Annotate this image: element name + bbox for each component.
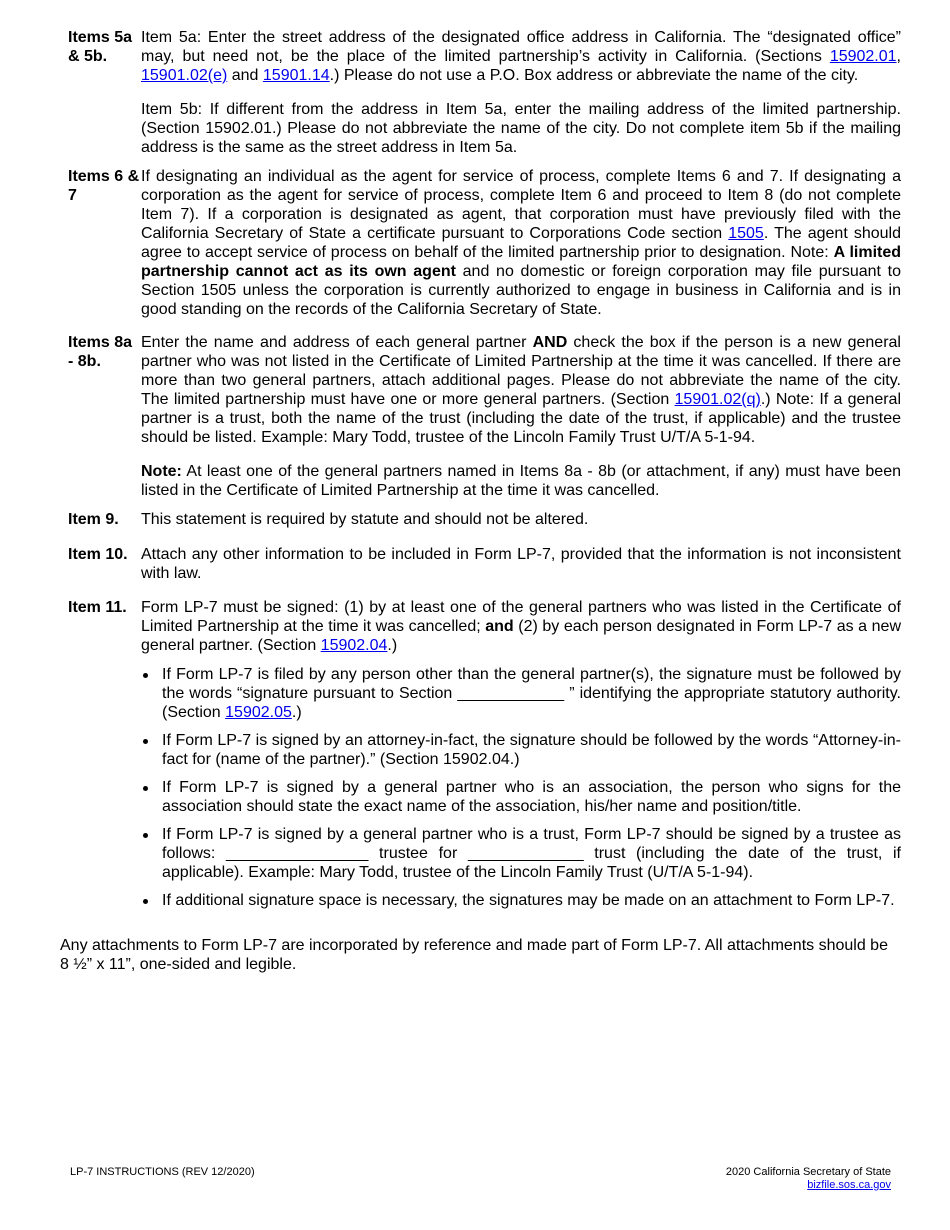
link-15902-01[interactable]: 15902.01	[829, 48, 897, 65]
link-15901-02q[interactable]: 15901.02(q)	[674, 391, 761, 408]
items-8-label: Items 8a - 8b.	[68, 334, 133, 370]
items-6-7-section	[68, 167, 901, 319]
item-9-text: This statement is required by statute and should not be altered.	[141, 511, 589, 528]
item-5b-paragraph: Item 5b: If different from the address in Item 5a, enter the mailing address of the limited partnership. (Section 15902.01.) Please do not abbreviate the name of the city. Do not complete item 5b if the mailing address is the same as the street address in Item 5a.	[141, 101, 901, 156]
items-8-text: Enter the name and address of each general partner AND check the box if the person is a new general partner who was not listed in the Certificate of Limited Partnership at the time it was cancelled. If there are more than two general partners, attach additional pages. Please do not abbreviate the name of the city. The limited partnership must have one or more general partners. (Section 15901.02(q).) Note: If a general partner is a trust, both the name of the trust (including the date of the trust, if applicable) and the trustee should be listed. Example: Mary Todd, trustee of the Lincoln Family Trust U/T/A 5-1-94. Note: At least one of the general partners named in Items 8a - 8b (or attachment, if any) must have been listed in the Certificate of Limited Partnership at the time it was cancelled.	[141, 334, 901, 499]
item-9-section	[68, 510, 901, 529]
list-item: If additional signature space is necessary, the signatures may be made on an attachment to Form LP-7.	[141, 891, 901, 910]
items-8-section	[68, 333, 901, 500]
items-8-note: Note: At least one of the general partners named in Items 8a - 8b (or attachment, if any) must have been listed in the Certificate of Limited Partnership at the time it was cancelled.	[141, 463, 901, 499]
list-item: If Form LP-7 is signed by a general partner who is a trust, Form LP-7 should be signed by a trustee as follows: ________________ trustee for _____________ trust (including the date of the trust, if applicable). Example: Mary Todd, trustee of the Lincoln Family Trust (U/T/A 5-1-94).	[141, 825, 901, 882]
item-11-section	[68, 598, 901, 919]
items-5-text	[141, 28, 901, 157]
items-5-label: Items 5a & 5b.	[68, 29, 133, 65]
items-5-section	[68, 28, 901, 157]
link-15902-05[interactable]: 15902.05	[225, 704, 292, 721]
item-10-text: Attach any other information to be included in Form LP-7, provided that the information is not inconsistent with law.	[141, 546, 901, 582]
footer-copyright-text: 2020 California Secretary of State	[725, 1166, 891, 1178]
link-15902-04[interactable]: 15902.04	[320, 637, 388, 654]
link-1505[interactable]: 1505	[728, 225, 764, 242]
closing-paragraph: Any attachments to Form LP-7 are incorporated by reference and made part of Form LP-7. All attachments should be 8 ½” x 11”, one-sided and legible.	[60, 937, 888, 973]
item-11-text: Form LP-7 must be signed: (1) by at least one of the general partners who was listed in the Certificate of Limited Partnership at the time it was cancelled; and (2) by each person designated in Form LP-7 as a new general partner. (Section 15902.04.) If Form LP-7 is filed by any person other than the general partner(s), the signature must be followed by the words “signature pursuant to Section ____________ ” identifying the appropriate statutory authority. (Section 15902.05.) If Form LP-7 is signed by an attorney-in-fact, the signature should be followed by the words “Attorney-in-fact for (name of the partner).” (Section 15902.04.) If Form LP-7 is signed by a general partner who is an association, the person who signs for the association should state the exact name of the association, his/her name and position/title. If Form LP-7 is signed by a general partner who is a trust, Form LP-7 should be signed by a trustee as follows: ________________ trustee for _____________ trust (including the date of the trust, if applicable). Example: Mary Todd, trustee of the Lincoln Family Trust (U/T/A 5-1-94). If additional signature space is necessary, the signatures may be made on an attachment to Form LP-7.	[141, 599, 901, 909]
footer-copyright	[726, 1166, 891, 1192]
item-5a-paragraph: Item 5a: Enter the street address of the designated office address in California. The “designated office” may, but need not, be the place of the limited partnership’s activity in California. (Sections 15902.01, 15901.02(e) and 15901.14.) Please do not use a P.O. Box address or abbreviate the name of the city.	[141, 29, 901, 84]
list-item: If Form LP-7 is filed by any person other than the general partner(s), the signature must be followed by the words “signature pursuant to Section ____________ ” identifying the appropriate statutory authority. (Section 15902.05.)	[141, 665, 901, 722]
list-item: If Form LP-7 is signed by an attorney-in-fact, the signature should be followed by the words “Attorney-in-fact for (name of the partner).” (Section 15902.04.)	[141, 731, 901, 769]
footer-bizfile-link[interactable]: bizfile.sos.ca.gov	[807, 1179, 891, 1191]
signature-bullet-list	[141, 665, 901, 910]
link-15901-14[interactable]: 15901.14	[262, 67, 330, 84]
footer-form-revision: LP-7 INSTRUCTIONS (REV 12/2020)	[70, 1166, 255, 1178]
item-11-label: Item 11.	[68, 599, 127, 616]
items-6-7-label: Items 6 & 7	[68, 168, 140, 204]
items-6-7-text: If designating an individual as the agent for service of process, complete Items 6 and 7. If designating a corporation as the agent for service of process, complete Item 6 and proceed to Item 8 (do not complete Item 7). If a corporation is designated as agent, that corporation must have previously filed with the California Secretary of State a certificate pursuant to Corporations Code section 1505. The agent should agree to accept service of process on behalf of the limited partnership prior to designation. Note: A limited partnership cannot act as its own agent and no domestic or foreign corporation may file pursuant to Section 1505 unless the corporation is currently authorized to engage in business in California and is in good standing on the records of the California Secretary of State.	[141, 168, 902, 318]
list-item: If Form LP-7 is signed by a general partner who is an association, the person who signs for the association should state the exact name of the association, his/her name and position/title.	[141, 778, 901, 816]
item-10-section	[68, 545, 901, 583]
item-10-label: Item 10.	[68, 546, 128, 563]
item-9-label: Item 9.	[68, 511, 119, 528]
link-15901-02e[interactable]: 15901.02(e)	[141, 67, 228, 84]
